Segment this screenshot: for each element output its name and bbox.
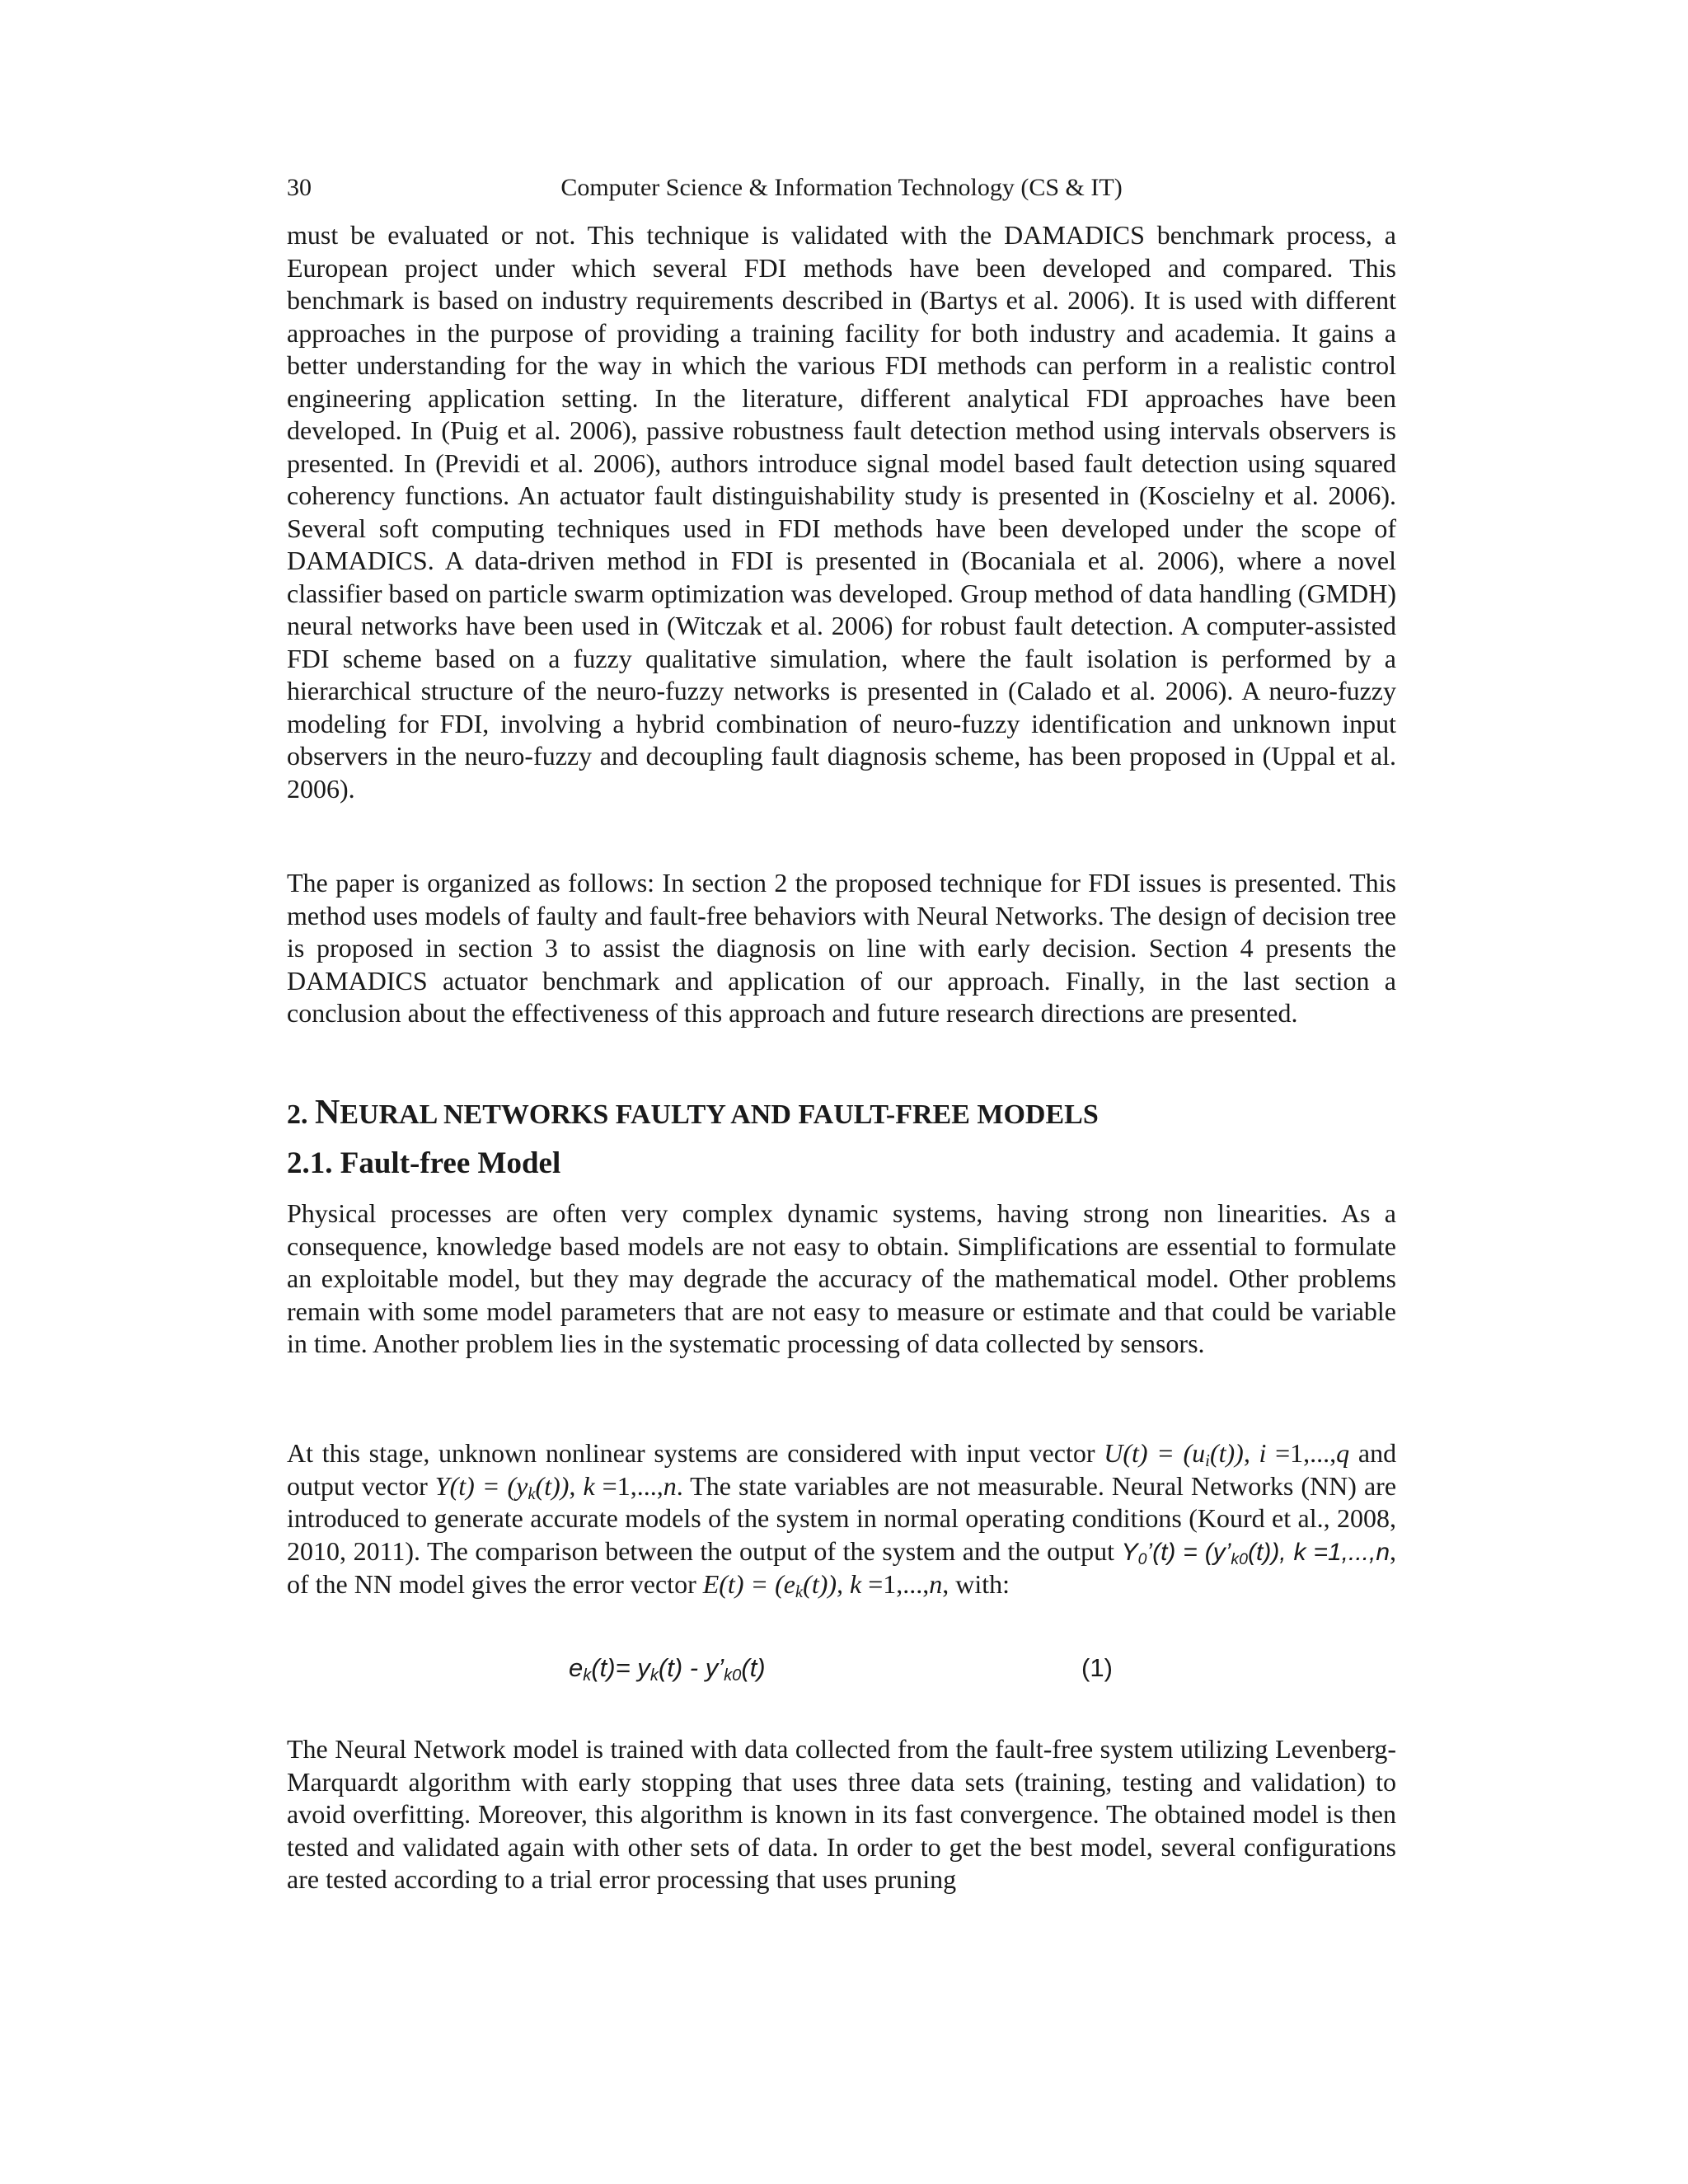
section-number: 2. — [287, 1099, 315, 1130]
paragraph-training: The Neural Network model is trained with data collected from the fault-free system utilizing Levenberg-Marquardt algorithm with early stopping that uses three data sets (training, testing and validation) to avoid overfitting. Moreover, this algorithm is known in its fast convergence. The obtained model is then tested and validated again with other sets of data. In order to get the best model, several configurations are tested according to a trial error processing that uses pruning — [287, 1734, 1396, 1894]
math-output-vector: $Y(t) = (y_k(t))$, k — [434, 1470, 595, 1503]
text-run: =1,..., — [602, 1470, 663, 1501]
math-nn-output: $Y_0’(t)$ = $(y’_{k0}(t))$, k =1,...,n — [1121, 1538, 1390, 1568]
page-number: 30 — [287, 174, 312, 201]
section-title-rest: EURAL NETWORKS FAULTY AND FAULT-FREE MODELS — [340, 1099, 1099, 1130]
subsection-heading: 2.1. Fault-free Model — [287, 1146, 561, 1180]
text-run: and output vector — [287, 1438, 1397, 1501]
math-error-vector: $E(t) = (e_k(t))$, k — [702, 1569, 862, 1602]
text-run: =1,..., — [1275, 1438, 1337, 1468]
text-run: , with: — [942, 1569, 1010, 1599]
section-lead-letter: N — [315, 1094, 340, 1132]
math-input-vector: $U(t) = (u_i(t))$, i — [1104, 1438, 1267, 1471]
equation-1: $e_k(t)= y_k(t)$ - $y’_{k0}(t)$ — [569, 1653, 766, 1685]
text-run: =1,..., — [868, 1569, 930, 1599]
text-run: , of the NN model gives the error vector — [287, 1535, 1397, 1599]
text-run: At this stage, unknown nonlinear systems are considered with input vector — [287, 1438, 1095, 1468]
math-n: n — [663, 1470, 677, 1501]
paragraph-physical-processes: Physical processes are often very complex dynamic systems, having strong non linearities. As a consequence, knowledge based models are not easy to obtain. Simplifications are essential to formulate an exploitable model, but they may degrade the accuracy of the mathematical model. Other problems remain with some model parameters that are not easy to measure or estimate and that could be variable in time. Another problem lies in the systematic processing of data collected by sensors. — [287, 1198, 1396, 1358]
page-header — [287, 171, 1396, 204]
paragraph-intro: must be evaluated or not. This technique is validated with the DAMADICS benchmark process, a European project under which several FDI methods have been developed and compared. This benchmark is based on industry requirements described in (Bartys et al. 2006). It is used with different approaches in the purpose of providing a training facility for both industry and academia. It gains a better understanding for the way in which the various FDI methods can perform in a realistic control engineering application setting. In the literature, different analytical FDI approaches have been developed. In (Puig et al. 2006), passive robustness fault detection method using intervals observers is presented. In (Previdi et al. 2006), authors introduce signal model based fault detection using squared coherency functions. An actuator fault distinguishability study is presented in (Koscielny et al. 2006). Several soft computing techniques used in FDI methods have been developed under the scope of DAMADICS. A data-driven method in FDI is presented in (Bocaniala et al. 2006), where a novel classifier based on particle swarm optimization was developed. Group method of data handling (GMDH) neural networks have been used in (Witczak et al. 2006) for robust fault detection. A computer-assisted FDI scheme based on a fuzzy qualitative simulation, where the fault isolation is performed by a hierarchical structure of the neuro-fuzzy networks is presented in (Calado et al. 2006). A neuro-fuzzy modeling for FDI, involving a hybrid combination of neuro-fuzzy identification and unknown input observers in the neuro-fuzzy and decoupling fault diagnosis scheme, has been proposed in (Uppal et al. 2006). — [287, 220, 1396, 804]
math-n: n — [929, 1569, 943, 1599]
math-q: q — [1336, 1438, 1350, 1468]
running-title: Computer Science & Information Technology (CS & IT) — [560, 174, 1123, 201]
equation-number: (1) — [1081, 1653, 1113, 1682]
section-heading — [287, 1093, 1099, 1132]
text-run: . The state variables are not measurable. Neural Networks (NN) are introduced to generate accurate models of the system in normal operating conditions (Kourd et al., 2008, 2010, 2011). The comparison between the output of the system and the output — [287, 1470, 1397, 1566]
paragraph-organization: The paper is organized as follows: In section 2 the proposed technique for FDI issues is presented. This method uses models of faulty and fault-free behaviors with Neural Networks. The design of decision tree is proposed in section 3 to assist the diagnosis on line with early decision. Section 4 presents the DAMADICS actuator benchmark and application of our approach. Finally, in the last section a conclusion about the effectiveness of this approach and future research directions are presented. — [287, 868, 1396, 1028]
paragraph-system-vectors — [287, 1437, 1396, 1601]
